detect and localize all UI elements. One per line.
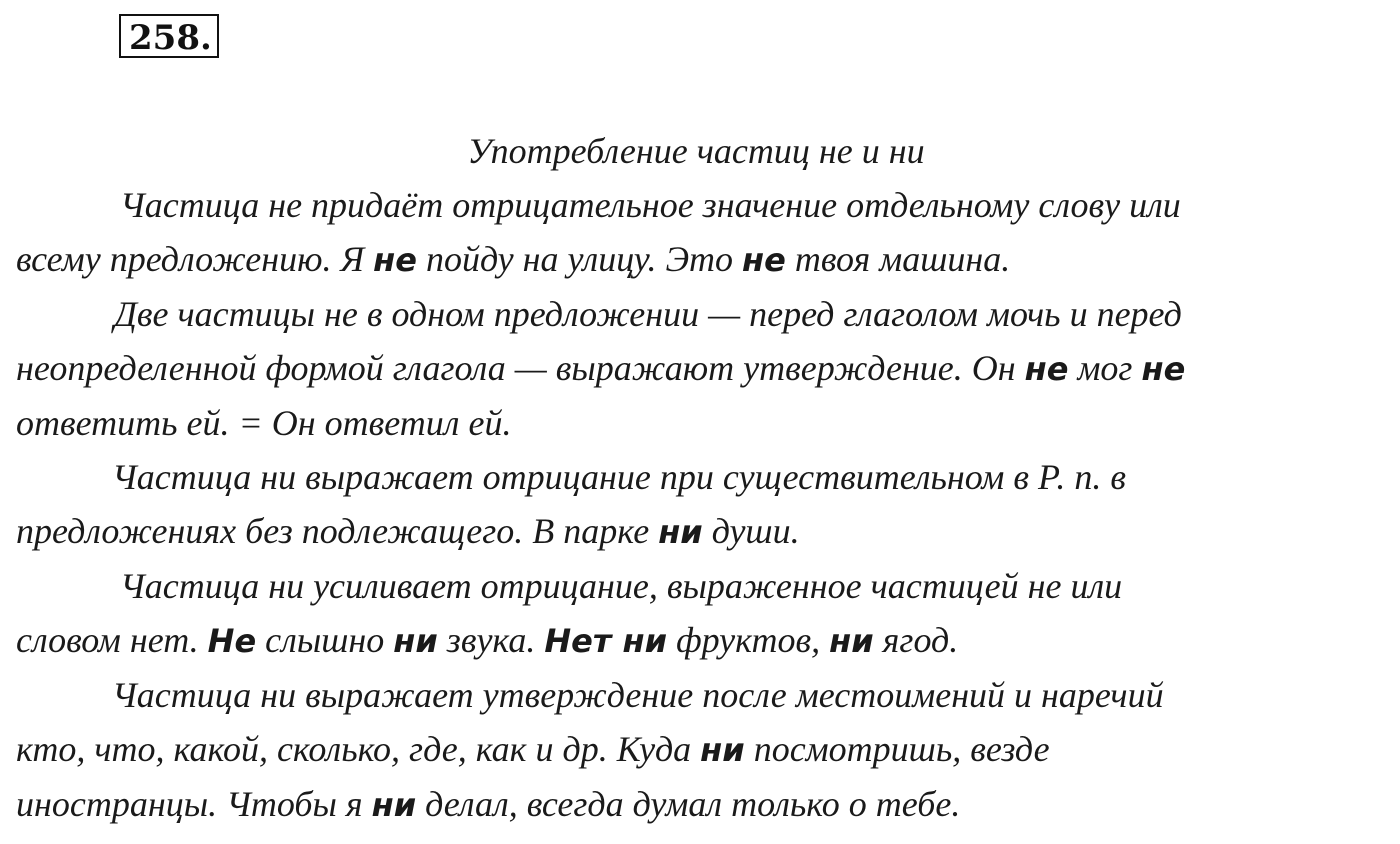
text-segment: Частица ни выражает отрицание при существительном в Р. п. в bbox=[112, 457, 1127, 497]
paragraph bbox=[16, 559, 1346, 668]
rule-title: Употребление частиц не и ни bbox=[467, 131, 925, 171]
example-particle: не bbox=[742, 241, 786, 279]
example-particle: ни bbox=[393, 622, 438, 660]
text-segment: ягод. bbox=[873, 620, 959, 660]
example-particle: Не bbox=[207, 622, 257, 660]
text-segment: твоя машина. bbox=[785, 239, 1011, 279]
text-line bbox=[16, 559, 1346, 613]
text-segment: пойду на улицу. Это bbox=[416, 239, 743, 279]
task-number-box bbox=[119, 14, 219, 58]
example-particle: ни bbox=[700, 731, 745, 769]
text-line bbox=[16, 504, 1346, 559]
text-line bbox=[16, 178, 1346, 232]
text-line bbox=[16, 668, 1346, 722]
text-segment: неопределенной формой глагола — выражают утверждение. Он bbox=[16, 348, 1025, 388]
task-number-dot: . bbox=[199, 18, 212, 58]
text-segment: души. bbox=[702, 511, 800, 551]
text-segment: Частица не придаёт отрицательное значение отдельному слову или bbox=[120, 185, 1181, 225]
paragraph bbox=[16, 668, 1346, 832]
rule-text bbox=[16, 124, 1346, 832]
example-particle: Нет ни bbox=[544, 622, 668, 660]
text-line bbox=[16, 287, 1346, 341]
paragraph bbox=[16, 450, 1346, 559]
text-segment: Частица ни выражает утверждение после местоимений и наречий bbox=[112, 675, 1164, 715]
task-number: 258 bbox=[129, 18, 200, 58]
example-particle: не bbox=[373, 241, 417, 279]
text-segment: ответить ей. = Он ответил ей. bbox=[16, 403, 512, 443]
example-particle: не bbox=[1024, 350, 1069, 388]
text-line bbox=[16, 396, 1346, 450]
text-segment: посмотришь, везде bbox=[744, 729, 1050, 769]
text-segment: фруктов, bbox=[667, 620, 830, 660]
text-segment: всему предложению. Я bbox=[16, 239, 374, 279]
paragraph bbox=[16, 178, 1346, 287]
text-line bbox=[16, 450, 1346, 504]
text-line bbox=[16, 613, 1346, 668]
text-segment: предложениях без подлежащего. В парке bbox=[16, 511, 659, 551]
example-particle: не bbox=[1141, 350, 1186, 388]
text-segment: словом нет. bbox=[16, 620, 208, 660]
example-particle: ни bbox=[371, 786, 417, 824]
rule-paragraphs bbox=[16, 178, 1346, 832]
text-line bbox=[16, 777, 1346, 832]
text-segment: иностранцы. Чтобы я bbox=[16, 784, 372, 824]
text-segment: слышно bbox=[256, 620, 394, 660]
text-segment: кто, что, какой, сколько, где, как и др. Куда bbox=[16, 729, 701, 769]
text-segment: звука. bbox=[437, 620, 545, 660]
text-segment: Две частицы не в одном предложении — перед глаголом мочь и перед bbox=[114, 294, 1182, 334]
text-line bbox=[16, 341, 1346, 396]
example-particle: ни bbox=[658, 513, 703, 551]
text-segment: Частица ни усиливает отрицание, выраженное частицей не или bbox=[120, 566, 1123, 606]
text-line bbox=[16, 232, 1346, 287]
text-segment: мог bbox=[1068, 348, 1142, 388]
paragraph bbox=[16, 287, 1346, 450]
example-particle: ни bbox=[829, 622, 874, 660]
text-line bbox=[16, 722, 1346, 777]
text-segment: делал, всегда думал только о тебе. bbox=[416, 784, 961, 824]
